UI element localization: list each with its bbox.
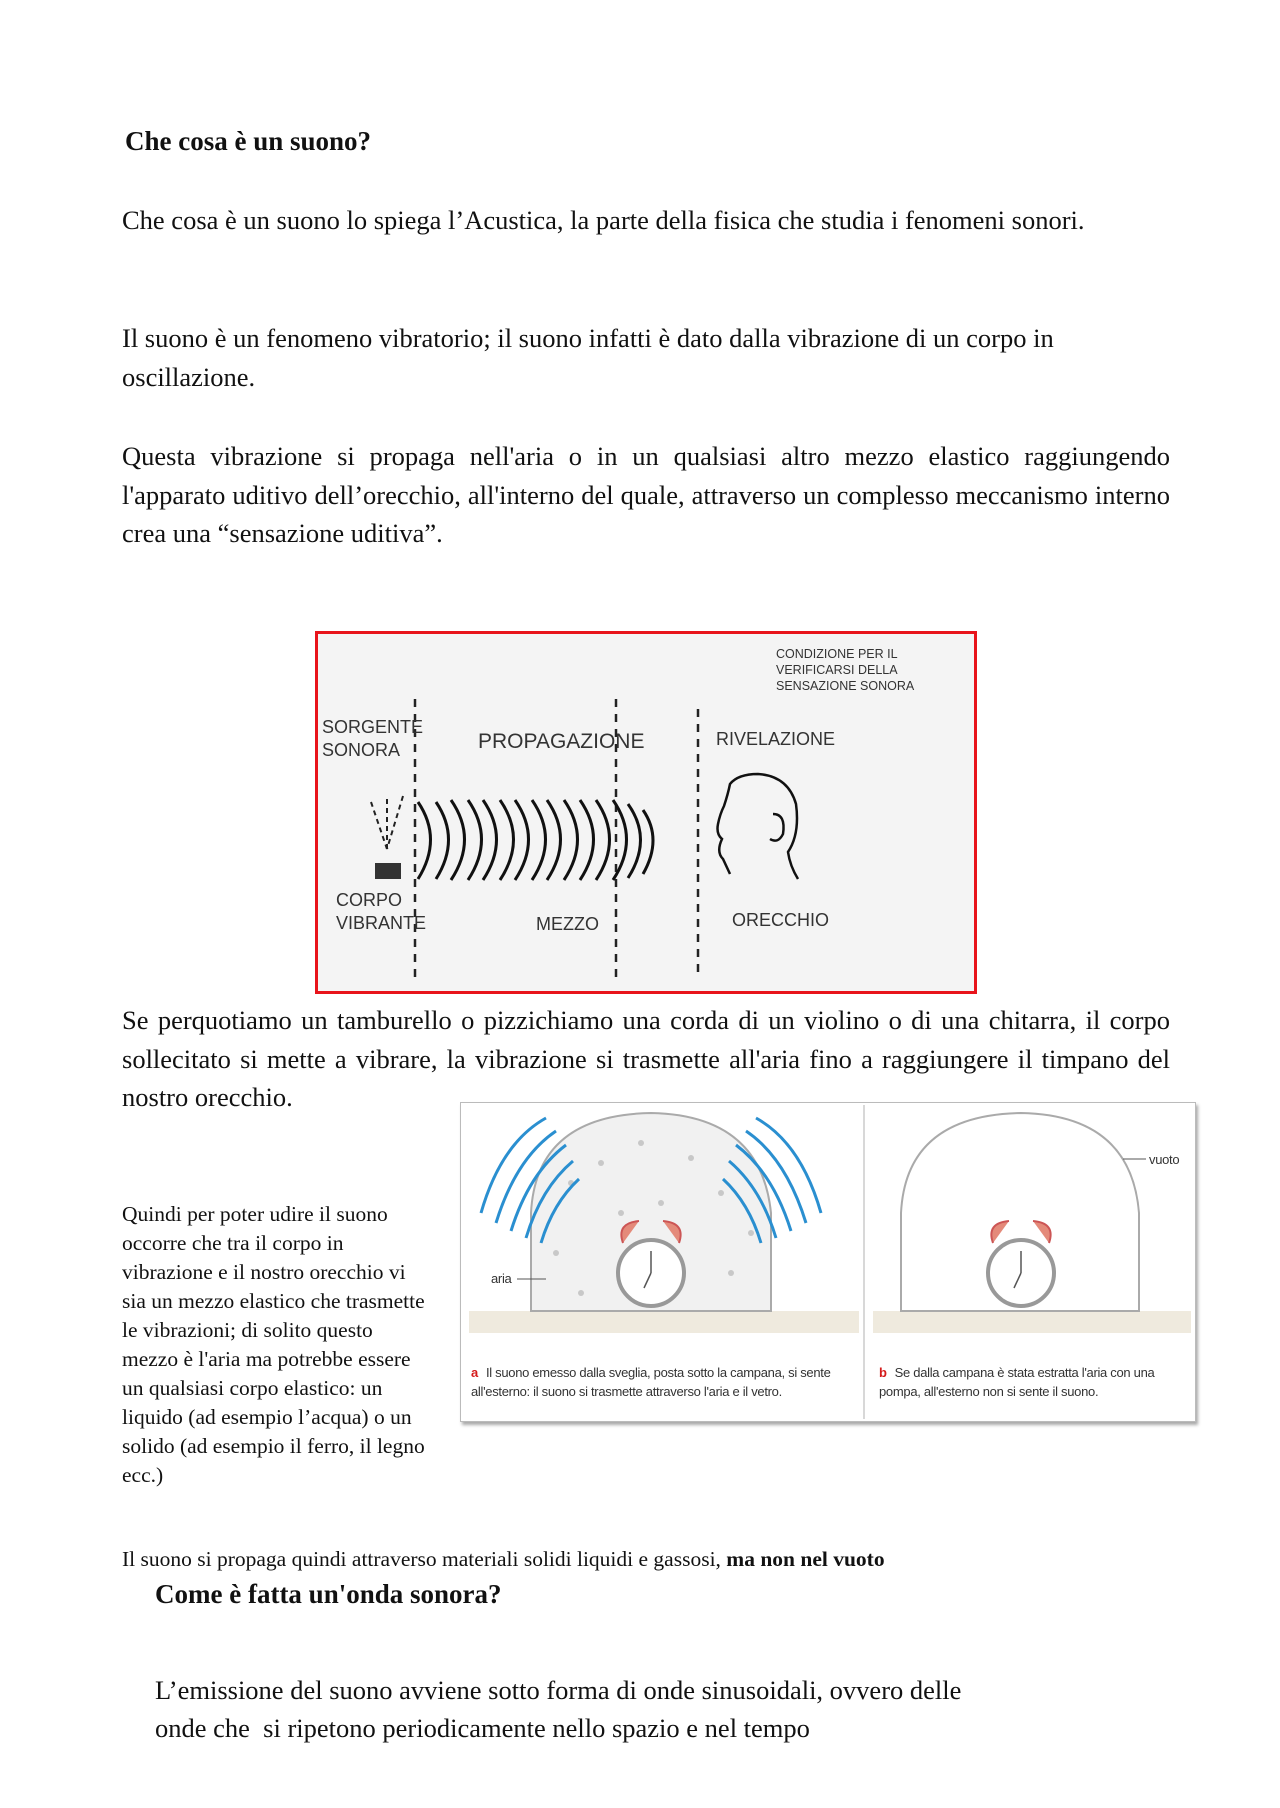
label-condition bbox=[776, 646, 914, 694]
bell-jar-figure bbox=[460, 1102, 1196, 1422]
label-source bbox=[322, 716, 423, 762]
label-detection: RIVELAZIONE bbox=[716, 729, 836, 749]
label-source-line: SORGENTE bbox=[322, 717, 424, 737]
caption-b-text: Se dalla campana è stata estratta l'aria con una pompa, all'esterno non si sente il suono. bbox=[879, 1365, 1155, 1399]
head-icon bbox=[718, 774, 799, 879]
paragraph-propagation: Questa vibrazione si propaga nell'aria o in un qualsiasi altro mezzo elastico raggiungendo l'apparato uditivo dell’orecchio, all'interno del quale, attraverso un complesso meccanismo interno crea una “sensazione uditiva”. bbox=[122, 441, 1170, 548]
caption-b-letter: b bbox=[879, 1365, 887, 1380]
label-condition-line: VERIFICARSI DELLA bbox=[776, 663, 898, 677]
paragraph-sinusoidal-line2: onde che si ripetono periodicamente nello spazio e nel tempo bbox=[155, 1713, 810, 1743]
summary-line bbox=[122, 1547, 885, 1572]
caption-a-letter: a bbox=[471, 1365, 478, 1380]
label-ear: ORECCHIO bbox=[732, 910, 830, 930]
heading-sound-wave: Come è fatta un'onda sonora? bbox=[155, 1579, 502, 1609]
label-medium: MEZZO bbox=[536, 914, 599, 934]
label-vacuum: vuoto bbox=[1149, 1152, 1180, 1167]
summary-bold: ma non nel vuoto bbox=[726, 1547, 885, 1571]
summary-text: Il suono si propaga quindi attraverso materiali solidi liquidi e gassosi, bbox=[122, 1547, 727, 1571]
side-text-elastic-medium: Quindi per poter udire il suono occorre che tra il corpo in vibrazione e il nostro orecchio vi sia un mezzo elastico che trasmette le vibrazioni; di solito questo mezzo è l'aria ma potrebbe essere un qualsiasi corpo elastico: un liquido (ad esempio l’acqua) o un solido (ad esempio il ferro, il legno ecc.) bbox=[122, 1202, 425, 1487]
paragraph-drum-example: Se perquotiamo un tamburello o pizzichiamo una corda di un violino o di una chitarra, il corpo sollecitato si mette a vibrare, la vibrazione si trasmette all'aria fino a raggiungere il timpano del nostro orecchio. bbox=[122, 1005, 1170, 1112]
label-condition-line: CONDIZIONE PER IL bbox=[776, 647, 898, 661]
caption-a bbox=[471, 1363, 851, 1401]
heading-what-is-sound: Che cosa è un suono? bbox=[125, 126, 372, 156]
caption-b bbox=[879, 1363, 1179, 1401]
label-body-line: CORPO bbox=[336, 890, 403, 910]
label-source-line: SONORA bbox=[322, 740, 401, 760]
label-propagation: PROPAGAZIONE bbox=[478, 730, 645, 753]
label-vibrating-body bbox=[336, 889, 426, 935]
paragraph-vibration: Il suono è un fenomeno vibratorio; il suono infatti è dato dalla vibrazione di un corpo in oscillazione. bbox=[122, 323, 1054, 392]
label-body-line: VIBRANTE bbox=[336, 913, 427, 933]
paragraph-sinusoidal-line1: L’emissione del suono avviene sotto forma di onde sinusoidali, ovvero delle bbox=[155, 1675, 962, 1705]
alarm-clock-icon bbox=[988, 1221, 1054, 1306]
sound-perception-diagram bbox=[315, 631, 977, 994]
label-air: aria bbox=[491, 1271, 512, 1286]
label-condition-line: SENSAZIONE SONORA bbox=[776, 679, 915, 693]
paragraph-acoustics: Che cosa è un suono lo spiega l’Acustica, la parte della fisica che studia i fenomeni sonori. bbox=[122, 205, 1085, 235]
caption-a-text: Il suono emesso dalla sveglia, posta sotto la campana, si sente all'esterno: il suono si trasmette attraverso l'aria e il vetro. bbox=[471, 1365, 831, 1399]
